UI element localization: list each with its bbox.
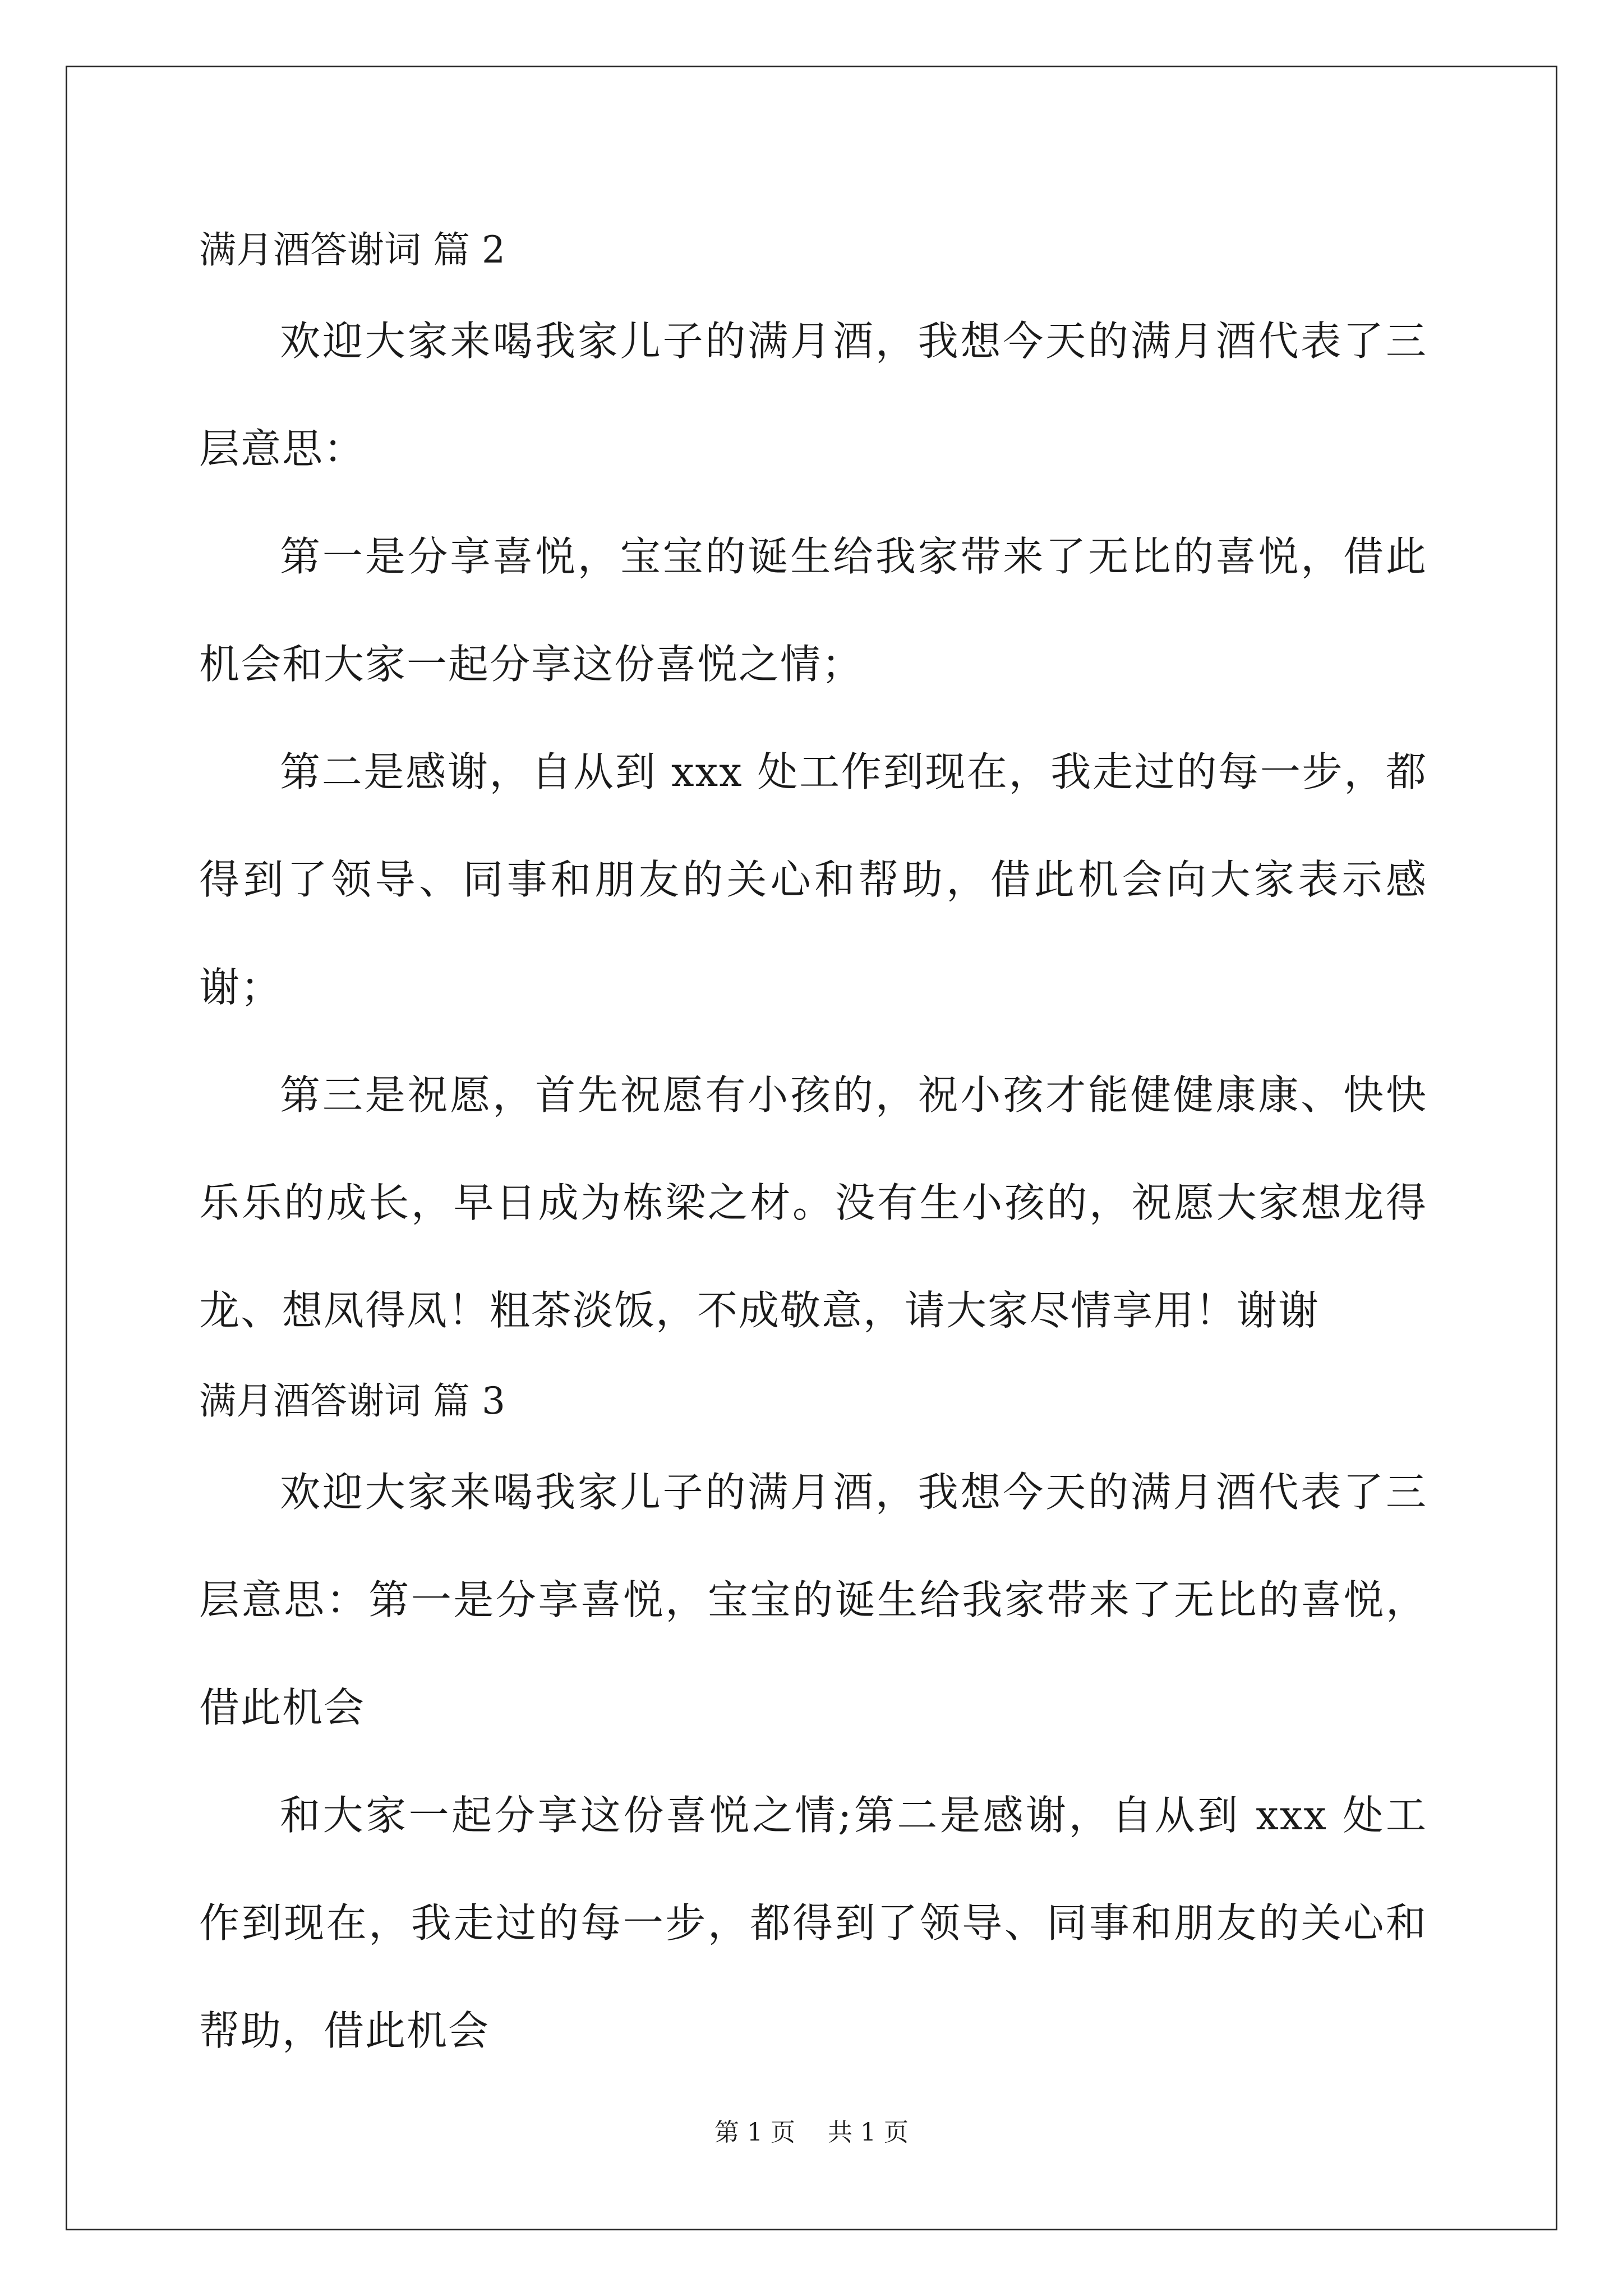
paragraph: 欢迎大家来喝我家儿子的满月酒，我想今天的满月酒代表了三层意思：	[199, 318, 1427, 472]
paragraph: 欢迎大家来喝我家儿子的满月酒，我想今天的满月酒代表了三层意思：第一是分享喜悦，宝宝的诞生给我家带来了无比的喜悦，借此机会	[199, 1469, 1427, 1731]
paragraph: 和大家一起分享这份喜悦之情;第二是感谢，自从到 xxx 处工作到现在，我走过的每一步，都得到了领导、同事和朋友的关心和帮助，借此机会	[199, 1792, 1427, 2054]
paragraph: 第一是分享喜悦，宝宝的诞生给我家带来了无比的喜悦，借此机会和大家一起分享这份喜悦之情；	[199, 533, 1427, 688]
paragraph: 第三是祝愿，首先祝愿有小孩的，祝小孩才能健健康康、快快乐乐的成长，早日成为栋梁之材。没有生小孩的，祝愿大家想龙得龙、想凤得凤！粗茶淡饭，不成敬意，请大家尽情享用！谢谢	[199, 1071, 1427, 1334]
page-footer	[0, 2116, 1623, 2150]
section-heading: 满月酒答谢词 篇 3	[199, 1379, 505, 1423]
document-body	[199, 213, 1427, 2085]
section-heading: 满月酒答谢词 篇 2	[199, 228, 505, 272]
page-number: 第 1 页	[714, 2118, 795, 2147]
paragraph: 第二是感谢，自从到 xxx 处工作到现在，我走过的每一步，都得到了领导、同事和朋友的关心和帮助，借此机会向大家表示感谢；	[199, 748, 1427, 1011]
page-total: 共 1 页	[828, 2118, 909, 2147]
